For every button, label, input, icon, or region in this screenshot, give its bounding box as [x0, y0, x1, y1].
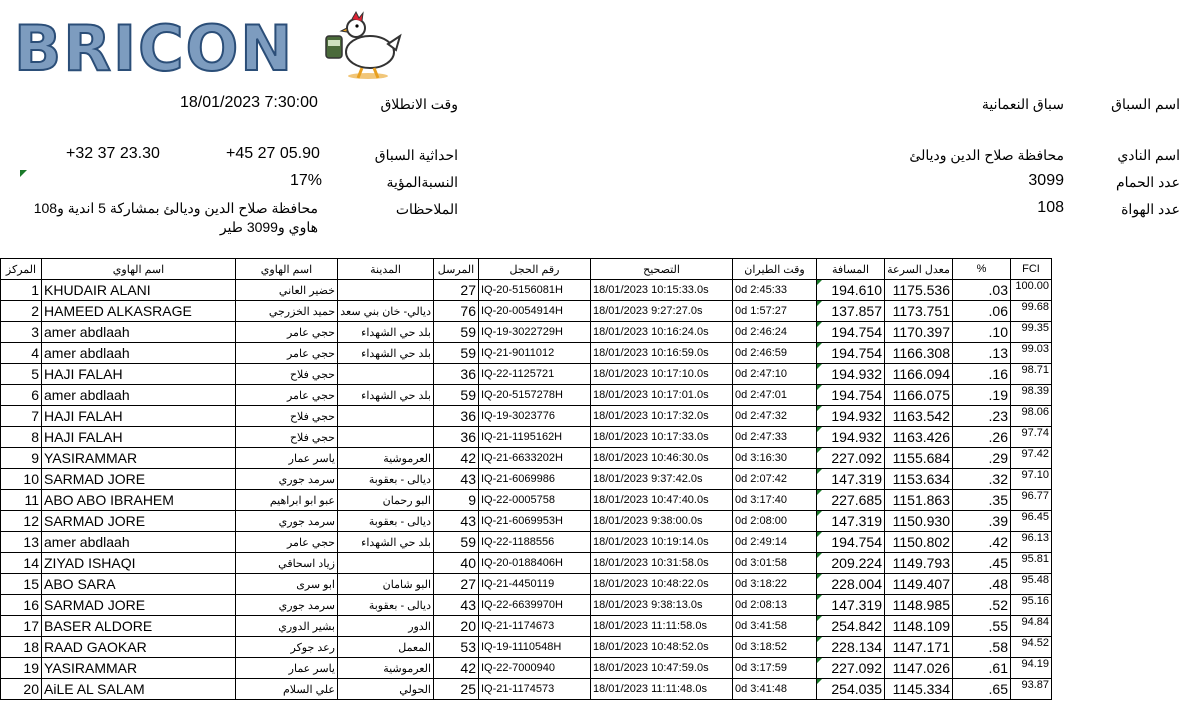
- logo-wordmark: BRICON: [14, 12, 295, 85]
- cell-name-ar: ياسر عمار: [236, 448, 338, 469]
- cell-name: SARMAD JORE: [42, 595, 236, 616]
- percent-label: النسبةالمؤية: [386, 174, 458, 190]
- cell-clock: 18/01/2023 10:17:33.0s: [591, 427, 733, 448]
- fanciers-label: عدد الهواة: [1121, 201, 1180, 217]
- coords-label: احداثية السباق: [374, 147, 458, 163]
- cell-ring: IQ-22-1188556: [479, 532, 591, 553]
- cell-name: ABO SARA: [42, 574, 236, 595]
- cell-speed: 1175.536: [885, 280, 953, 301]
- col-rank: المركز: [1, 259, 42, 280]
- cell-city: ديالي- خان بني سعد: [338, 301, 434, 322]
- table-row: [1, 532, 1052, 553]
- cell-city: العرموشية: [338, 658, 434, 679]
- cell-ring: IQ-19-1110548H: [479, 637, 591, 658]
- cell-name-ar: سرمد جوري: [236, 511, 338, 532]
- table-row: [1, 427, 1052, 448]
- cell-ring: IQ-21-4450119: [479, 574, 591, 595]
- cell-clock: 18/01/2023 10:48:22.0s: [591, 574, 733, 595]
- cell-fci: 98.06: [1011, 406, 1052, 427]
- cell-pct: .39: [953, 511, 1011, 532]
- cell-rank: 10: [1, 469, 42, 490]
- cell-fci: 95.81: [1011, 553, 1052, 574]
- cell-ring: IQ-22-0005758: [479, 490, 591, 511]
- cell-clock: 18/01/2023 11:11:58.0s: [591, 616, 733, 637]
- cell-fci: 95.16: [1011, 595, 1052, 616]
- cell-dist: 227.092: [817, 448, 885, 469]
- cell-name: AiLE AL SALAM: [42, 679, 236, 700]
- cell-name-ar: حجي فلاح: [236, 406, 338, 427]
- cell-clock: 18/01/2023 10:48:52.0s: [591, 637, 733, 658]
- cell-city: البو رحمان: [338, 490, 434, 511]
- cell-flight: 0d 2:46:59: [733, 343, 817, 364]
- col-flight: وقت الطيران: [733, 259, 817, 280]
- cell-pct: .61: [953, 658, 1011, 679]
- cell-fci: 98.71: [1011, 364, 1052, 385]
- cell-clock: 18/01/2023 10:46:30.0s: [591, 448, 733, 469]
- col-distance: المسافة: [817, 259, 885, 280]
- results-table: [0, 258, 1052, 700]
- cell-flight: 0d 2:07:42: [733, 469, 817, 490]
- cell-ring: IQ-21-1174573: [479, 679, 591, 700]
- cell-dist: 194.932: [817, 364, 885, 385]
- table-row: [1, 448, 1052, 469]
- cell-sent: 43: [434, 595, 479, 616]
- cell-pct: .19: [953, 385, 1011, 406]
- cell-clock: 18/01/2023 10:19:14.0s: [591, 532, 733, 553]
- cell-speed: 1166.308: [885, 343, 953, 364]
- chicken-mascot-icon: [312, 10, 404, 80]
- cell-ring: IQ-20-0054914H: [479, 301, 591, 322]
- cell-sent: 20: [434, 616, 479, 637]
- cell-dist: 194.754: [817, 385, 885, 406]
- cell-rank: 15: [1, 574, 42, 595]
- cell-pct: .45: [953, 553, 1011, 574]
- cell-speed: 1149.407: [885, 574, 953, 595]
- cell-sent: 36: [434, 427, 479, 448]
- cell-speed: 1163.542: [885, 406, 953, 427]
- cell-pct: .32: [953, 469, 1011, 490]
- table-row: [1, 658, 1052, 679]
- cell-speed: 1148.109: [885, 616, 953, 637]
- cell-rank: 2: [1, 301, 42, 322]
- cell-city: بلد حي الشهداء: [338, 322, 434, 343]
- table-row: [1, 616, 1052, 637]
- cell-ring: IQ-21-6069953H: [479, 511, 591, 532]
- cell-fci: 97.10: [1011, 469, 1052, 490]
- cell-name-ar: ابو سرى: [236, 574, 338, 595]
- cell-speed: 1166.075: [885, 385, 953, 406]
- cell-dist: 194.610: [817, 280, 885, 301]
- table-row: [1, 490, 1052, 511]
- table-row: [1, 385, 1052, 406]
- cell-sent: 42: [434, 658, 479, 679]
- cell-ring: IQ-20-5157278H: [479, 385, 591, 406]
- cell-rank: 7: [1, 406, 42, 427]
- cell-dist: 194.932: [817, 406, 885, 427]
- cell-pct: .52: [953, 595, 1011, 616]
- table-header-row: [1, 259, 1052, 280]
- cell-name: HAJI FALAH: [42, 364, 236, 385]
- col-ring: رقم الحجل: [479, 259, 591, 280]
- notes-line-2: هاوي و3099 طير: [219, 219, 318, 235]
- cell-fci: 94.19: [1011, 658, 1052, 679]
- cell-ring: IQ-22-1125721: [479, 364, 591, 385]
- cell-city: [338, 280, 434, 301]
- cell-sent: 53: [434, 637, 479, 658]
- coord-1: +45 27 05.90: [226, 145, 320, 162]
- cell-pct: .13: [953, 343, 1011, 364]
- cell-fci: 99.68: [1011, 301, 1052, 322]
- cell-name: SARMAD JORE: [42, 511, 236, 532]
- cell-city: [338, 364, 434, 385]
- table-row: [1, 406, 1052, 427]
- cell-flight: 0d 3:17:40: [733, 490, 817, 511]
- cell-rank: 9: [1, 448, 42, 469]
- cell-rank: 20: [1, 679, 42, 700]
- cell-sent: 25: [434, 679, 479, 700]
- cell-sent: 42: [434, 448, 479, 469]
- cell-name: HAJI FALAH: [42, 427, 236, 448]
- comment-marker-icon: [20, 170, 27, 177]
- cell-rank: 3: [1, 322, 42, 343]
- cell-city: العرموشية: [338, 448, 434, 469]
- cell-flight: 0d 2:45:33: [733, 280, 817, 301]
- cell-name: YASIRAMMAR: [42, 448, 236, 469]
- cell-name-ar: عبو ابو ابراهيم: [236, 490, 338, 511]
- table-row: [1, 595, 1052, 616]
- cell-clock: 18/01/2023 9:38:00.0s: [591, 511, 733, 532]
- cell-rank: 5: [1, 364, 42, 385]
- cell-rank: 17: [1, 616, 42, 637]
- cell-dist: 194.754: [817, 343, 885, 364]
- cell-speed: 1150.930: [885, 511, 953, 532]
- cell-name: HAMEED ALKASRAGE: [42, 301, 236, 322]
- cell-name: BASER ALDORE: [42, 616, 236, 637]
- cell-speed: 1173.751: [885, 301, 953, 322]
- col-name-en: اسم الهاوي: [42, 259, 236, 280]
- cell-ring: IQ-21-1174673: [479, 616, 591, 637]
- cell-flight: 0d 3:01:58: [733, 553, 817, 574]
- cell-speed: 1170.397: [885, 322, 953, 343]
- cell-flight: 0d 1:57:27: [733, 301, 817, 322]
- cell-speed: 1149.793: [885, 553, 953, 574]
- cell-ring: IQ-19-3023776: [479, 406, 591, 427]
- cell-ring: IQ-21-1195162H: [479, 427, 591, 448]
- coord-2: +32 37 23.30: [66, 145, 160, 162]
- cell-clock: 18/01/2023 10:17:10.0s: [591, 364, 733, 385]
- cell-name-ar: حجي عامر: [236, 385, 338, 406]
- cell-ring: IQ-21-9011012: [479, 343, 591, 364]
- cell-flight: 0d 2:47:32: [733, 406, 817, 427]
- cell-dist: 137.857: [817, 301, 885, 322]
- cell-fci: 97.74: [1011, 427, 1052, 448]
- cell-city: [338, 427, 434, 448]
- cell-sent: 59: [434, 322, 479, 343]
- cell-speed: 1147.171: [885, 637, 953, 658]
- cell-rank: 16: [1, 595, 42, 616]
- club-label: اسم النادي: [1117, 147, 1180, 163]
- table-row: [1, 679, 1052, 700]
- cell-fci: 94.52: [1011, 637, 1052, 658]
- cell-dist: 228.134: [817, 637, 885, 658]
- race-name-label: اسم السباق: [1111, 96, 1180, 112]
- cell-pct: .58: [953, 637, 1011, 658]
- cell-clock: 18/01/2023 10:16:59.0s: [591, 343, 733, 364]
- cell-ring: IQ-20-0188406H: [479, 553, 591, 574]
- cell-name: ABO ABO IBRAHEM: [42, 490, 236, 511]
- cell-name-ar: ياسر عمار: [236, 658, 338, 679]
- cell-name-ar: رعد جوكر: [236, 637, 338, 658]
- table-row: [1, 637, 1052, 658]
- cell-city: ديالى - بعقوبة: [338, 595, 434, 616]
- cell-rank: 13: [1, 532, 42, 553]
- cell-speed: 1155.684: [885, 448, 953, 469]
- cell-flight: 0d 2:46:24: [733, 322, 817, 343]
- cell-speed: 1150.802: [885, 532, 953, 553]
- cell-name: amer abdlaah: [42, 385, 236, 406]
- cell-city: الدور: [338, 616, 434, 637]
- cell-fci: 100.00: [1011, 280, 1052, 301]
- col-speed: معدل السرعة: [885, 259, 953, 280]
- cell-name: amer abdlaah: [42, 322, 236, 343]
- start-label: وقت الانطلاق: [380, 96, 458, 112]
- cell-ring: IQ-21-6069986: [479, 469, 591, 490]
- cell-pct: .42: [953, 532, 1011, 553]
- cell-fci: 93.87: [1011, 679, 1052, 700]
- cell-dist: 194.754: [817, 322, 885, 343]
- cell-name-ar: حجي فلاح: [236, 364, 338, 385]
- cell-pct: .03: [953, 280, 1011, 301]
- cell-city: بلد حي الشهداء: [338, 343, 434, 364]
- cell-sent: 59: [434, 343, 479, 364]
- cell-city: بلد حي الشهداء: [338, 385, 434, 406]
- cell-fci: 96.77: [1011, 490, 1052, 511]
- cell-name-ar: خضير العاني: [236, 280, 338, 301]
- cell-flight: 0d 2:47:10: [733, 364, 817, 385]
- cell-clock: 18/01/2023 9:27:27.0s: [591, 301, 733, 322]
- cell-sent: 59: [434, 385, 479, 406]
- cell-rank: 6: [1, 385, 42, 406]
- cell-pct: .65: [953, 679, 1011, 700]
- cell-fci: 95.48: [1011, 574, 1052, 595]
- cell-pct: .48: [953, 574, 1011, 595]
- cell-sent: 43: [434, 511, 479, 532]
- cell-name: amer abdlaah: [42, 343, 236, 364]
- cell-clock: 18/01/2023 10:16:24.0s: [591, 322, 733, 343]
- cell-rank: 12: [1, 511, 42, 532]
- cell-fci: 98.39: [1011, 385, 1052, 406]
- cell-dist: 194.932: [817, 427, 885, 448]
- col-clock: التصحيح: [591, 259, 733, 280]
- pigeons-count: 3099: [1028, 172, 1064, 189]
- cell-sent: 27: [434, 280, 479, 301]
- cell-flight: 0d 3:41:48: [733, 679, 817, 700]
- cell-pct: .35: [953, 490, 1011, 511]
- cell-speed: 1166.094: [885, 364, 953, 385]
- cell-name-ar: حميد الخزرجي: [236, 301, 338, 322]
- cell-dist: 147.319: [817, 469, 885, 490]
- cell-city: [338, 553, 434, 574]
- cell-rank: 18: [1, 637, 42, 658]
- cell-rank: 4: [1, 343, 42, 364]
- cell-clock: 18/01/2023 10:17:32.0s: [591, 406, 733, 427]
- cell-speed: 1147.026: [885, 658, 953, 679]
- start-time: 18/01/2023 7:30:00: [180, 94, 318, 111]
- cell-flight: 0d 3:41:58: [733, 616, 817, 637]
- table-row: [1, 469, 1052, 490]
- cell-rank: 8: [1, 427, 42, 448]
- col-fci: FCI: [1011, 259, 1052, 280]
- cell-sent: 27: [434, 574, 479, 595]
- cell-dist: 227.685: [817, 490, 885, 511]
- cell-name: KHUDAIR ALANI: [42, 280, 236, 301]
- cell-sent: 40: [434, 553, 479, 574]
- cell-fci: 96.45: [1011, 511, 1052, 532]
- col-city: المدينة: [338, 259, 434, 280]
- cell-pct: .26: [953, 427, 1011, 448]
- cell-name-ar: حجي عامر: [236, 343, 338, 364]
- cell-fci: 97.42: [1011, 448, 1052, 469]
- race-name: سباق النعمانية: [981, 96, 1064, 112]
- cell-flight: 0d 2:47:33: [733, 427, 817, 448]
- cell-rank: 1: [1, 280, 42, 301]
- table-row: [1, 343, 1052, 364]
- cell-flight: 0d 3:16:30: [733, 448, 817, 469]
- table-row: [1, 322, 1052, 343]
- table-row: [1, 574, 1052, 595]
- table-row: [1, 280, 1052, 301]
- cell-rank: 14: [1, 553, 42, 574]
- cell-clock: 18/01/2023 11:11:48.0s: [591, 679, 733, 700]
- cell-name-ar: زياد اسحاقي: [236, 553, 338, 574]
- cell-name: SARMAD JORE: [42, 469, 236, 490]
- cell-name: ZIYAD ISHAQI: [42, 553, 236, 574]
- cell-flight: 0d 2:47:01: [733, 385, 817, 406]
- club-name: محافظة صلاح الدين وديالئ: [909, 147, 1064, 163]
- cell-sent: 76: [434, 301, 479, 322]
- cell-ring: IQ-21-6633202H: [479, 448, 591, 469]
- cell-pct: .10: [953, 322, 1011, 343]
- cell-name-ar: حجي عامر: [236, 322, 338, 343]
- cell-flight: 0d 2:08:13: [733, 595, 817, 616]
- cell-rank: 11: [1, 490, 42, 511]
- cell-clock: 18/01/2023 9:37:42.0s: [591, 469, 733, 490]
- cell-flight: 0d 2:49:14: [733, 532, 817, 553]
- cell-sent: 36: [434, 406, 479, 427]
- cell-dist: 227.092: [817, 658, 885, 679]
- cell-city: البو شامان: [338, 574, 434, 595]
- cell-name-ar: سرمد جوري: [236, 469, 338, 490]
- cell-ring: IQ-22-7000940: [479, 658, 591, 679]
- table-row: [1, 301, 1052, 322]
- cell-name: HAJI FALAH: [42, 406, 236, 427]
- cell-pct: .29: [953, 448, 1011, 469]
- cell-dist: 194.754: [817, 532, 885, 553]
- cell-name: amer abdlaah: [42, 532, 236, 553]
- percent-value: 17%: [290, 172, 323, 189]
- cell-pct: .23: [953, 406, 1011, 427]
- cell-flight: 0d 2:08:00: [733, 511, 817, 532]
- cell-pct: .55: [953, 616, 1011, 637]
- cell-sent: 36: [434, 364, 479, 385]
- cell-fci: 99.03: [1011, 343, 1052, 364]
- table-row: [1, 553, 1052, 574]
- cell-speed: 1163.426: [885, 427, 953, 448]
- cell-ring: IQ-19-3022729H: [479, 322, 591, 343]
- pigeons-label: عدد الحمام: [1115, 174, 1180, 190]
- cell-name: YASIRAMMAR: [42, 658, 236, 679]
- col-name-ar: اسم الهاوي: [236, 259, 338, 280]
- table-row: [1, 364, 1052, 385]
- cell-speed: 1148.985: [885, 595, 953, 616]
- table-row: [1, 511, 1052, 532]
- cell-flight: 0d 3:17:59: [733, 658, 817, 679]
- cell-clock: 18/01/2023 10:15:33.0s: [591, 280, 733, 301]
- cell-rank: 19: [1, 658, 42, 679]
- cell-speed: 1151.863: [885, 490, 953, 511]
- cell-clock: 18/01/2023 10:47:40.0s: [591, 490, 733, 511]
- cell-dist: 147.319: [817, 511, 885, 532]
- cell-city: ديالى - بعقوبة: [338, 469, 434, 490]
- cell-city: [338, 406, 434, 427]
- cell-dist: 254.035: [817, 679, 885, 700]
- notes-line-1: محافظة صلاح الدين وديالئ بمشاركة 5 اندية و108: [33, 200, 318, 216]
- cell-dist: 228.004: [817, 574, 885, 595]
- cell-speed: 1153.634: [885, 469, 953, 490]
- cell-clock: 18/01/2023 9:38:13.0s: [591, 595, 733, 616]
- cell-sent: 59: [434, 532, 479, 553]
- cell-sent: 43: [434, 469, 479, 490]
- cell-city: الحولي: [338, 679, 434, 700]
- col-percent: %: [953, 259, 1011, 280]
- cell-ring: IQ-22-6639970H: [479, 595, 591, 616]
- cell-flight: 0d 3:18:52: [733, 637, 817, 658]
- cell-name-ar: حجي عامر: [236, 532, 338, 553]
- cell-fci: 94.84: [1011, 616, 1052, 637]
- cell-name-ar: علي السلام: [236, 679, 338, 700]
- cell-clock: 18/01/2023 10:47:59.0s: [591, 658, 733, 679]
- cell-dist: 254.842: [817, 616, 885, 637]
- cell-name-ar: بشير الدوري: [236, 616, 338, 637]
- cell-city: ديالى - بعقوبة: [338, 511, 434, 532]
- fanciers-count: 108: [1037, 199, 1064, 216]
- cell-flight: 0d 3:18:22: [733, 574, 817, 595]
- notes-label: الملاحظات: [395, 201, 458, 217]
- col-sent: المرسل: [434, 259, 479, 280]
- cell-city: المعمل: [338, 637, 434, 658]
- cell-dist: 209.224: [817, 553, 885, 574]
- cell-pct: .06: [953, 301, 1011, 322]
- cell-speed: 1145.334: [885, 679, 953, 700]
- cell-sent: 9: [434, 490, 479, 511]
- cell-name: RAAD GAOKAR: [42, 637, 236, 658]
- cell-ring: IQ-20-5156081H: [479, 280, 591, 301]
- cell-fci: 99.35: [1011, 322, 1052, 343]
- cell-dist: 147.319: [817, 595, 885, 616]
- cell-name-ar: سرمد جوري: [236, 595, 338, 616]
- cell-clock: 18/01/2023 10:31:58.0s: [591, 553, 733, 574]
- cell-fci: 96.13: [1011, 532, 1052, 553]
- cell-city: بلد حي الشهداء: [338, 532, 434, 553]
- cell-pct: .16: [953, 364, 1011, 385]
- cell-name-ar: حجي فلاح: [236, 427, 338, 448]
- cell-clock: 18/01/2023 10:17:01.0s: [591, 385, 733, 406]
